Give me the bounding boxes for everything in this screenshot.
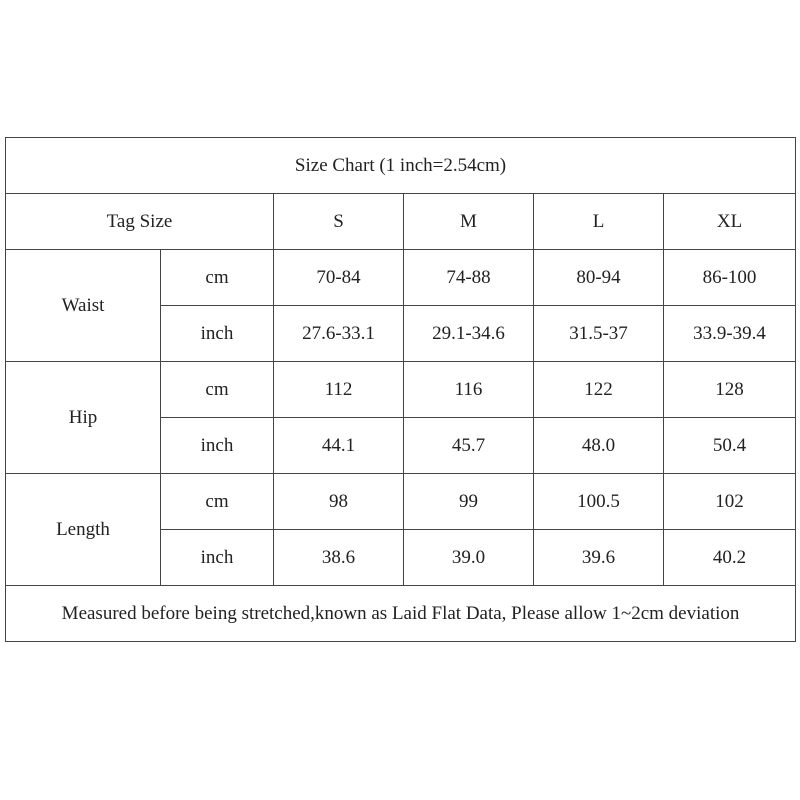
value-cell: 70-84 (274, 250, 404, 306)
value-cell: 116 (404, 362, 534, 418)
note-row (6, 586, 796, 642)
value-cell: 45.7 (404, 418, 534, 474)
header-row (6, 194, 796, 250)
measurement-note: Measured before being stretched,known as Laid Flat Data, Please allow 1~2cm deviation (6, 586, 796, 642)
title-row (6, 138, 796, 194)
unit-label: cm (161, 250, 274, 306)
size-chart-table (5, 137, 796, 642)
table-row (6, 362, 796, 418)
value-cell: 80-94 (534, 250, 664, 306)
value-cell: 39.6 (534, 530, 664, 586)
unit-label: cm (161, 474, 274, 530)
value-cell: 128 (664, 362, 796, 418)
value-cell: 99 (404, 474, 534, 530)
value-cell: 122 (534, 362, 664, 418)
table-row (6, 250, 796, 306)
value-cell: 102 (664, 474, 796, 530)
value-cell: 29.1-34.6 (404, 306, 534, 362)
value-cell: 50.4 (664, 418, 796, 474)
value-cell: 31.5-37 (534, 306, 664, 362)
size-header-l: L (534, 194, 664, 250)
value-cell: 98 (274, 474, 404, 530)
value-cell: 44.1 (274, 418, 404, 474)
value-cell: 27.6-33.1 (274, 306, 404, 362)
chart-title: Size Chart (1 inch=2.54cm) (6, 138, 796, 194)
unit-label: cm (161, 362, 274, 418)
value-cell: 48.0 (534, 418, 664, 474)
value-cell: 39.0 (404, 530, 534, 586)
unit-label: inch (161, 530, 274, 586)
value-cell: 38.6 (274, 530, 404, 586)
tag-size-label: Tag Size (6, 194, 274, 250)
value-cell: 100.5 (534, 474, 664, 530)
measure-label-waist: Waist (6, 250, 161, 362)
unit-label: inch (161, 306, 274, 362)
size-header-xl: XL (664, 194, 796, 250)
size-header-s: S (274, 194, 404, 250)
value-cell: 33.9-39.4 (664, 306, 796, 362)
measure-label-length: Length (6, 474, 161, 586)
value-cell: 40.2 (664, 530, 796, 586)
unit-label: inch (161, 418, 274, 474)
value-cell: 112 (274, 362, 404, 418)
table-row (6, 474, 796, 530)
measure-label-hip: Hip (6, 362, 161, 474)
value-cell: 86-100 (664, 250, 796, 306)
size-header-m: M (404, 194, 534, 250)
value-cell: 74-88 (404, 250, 534, 306)
